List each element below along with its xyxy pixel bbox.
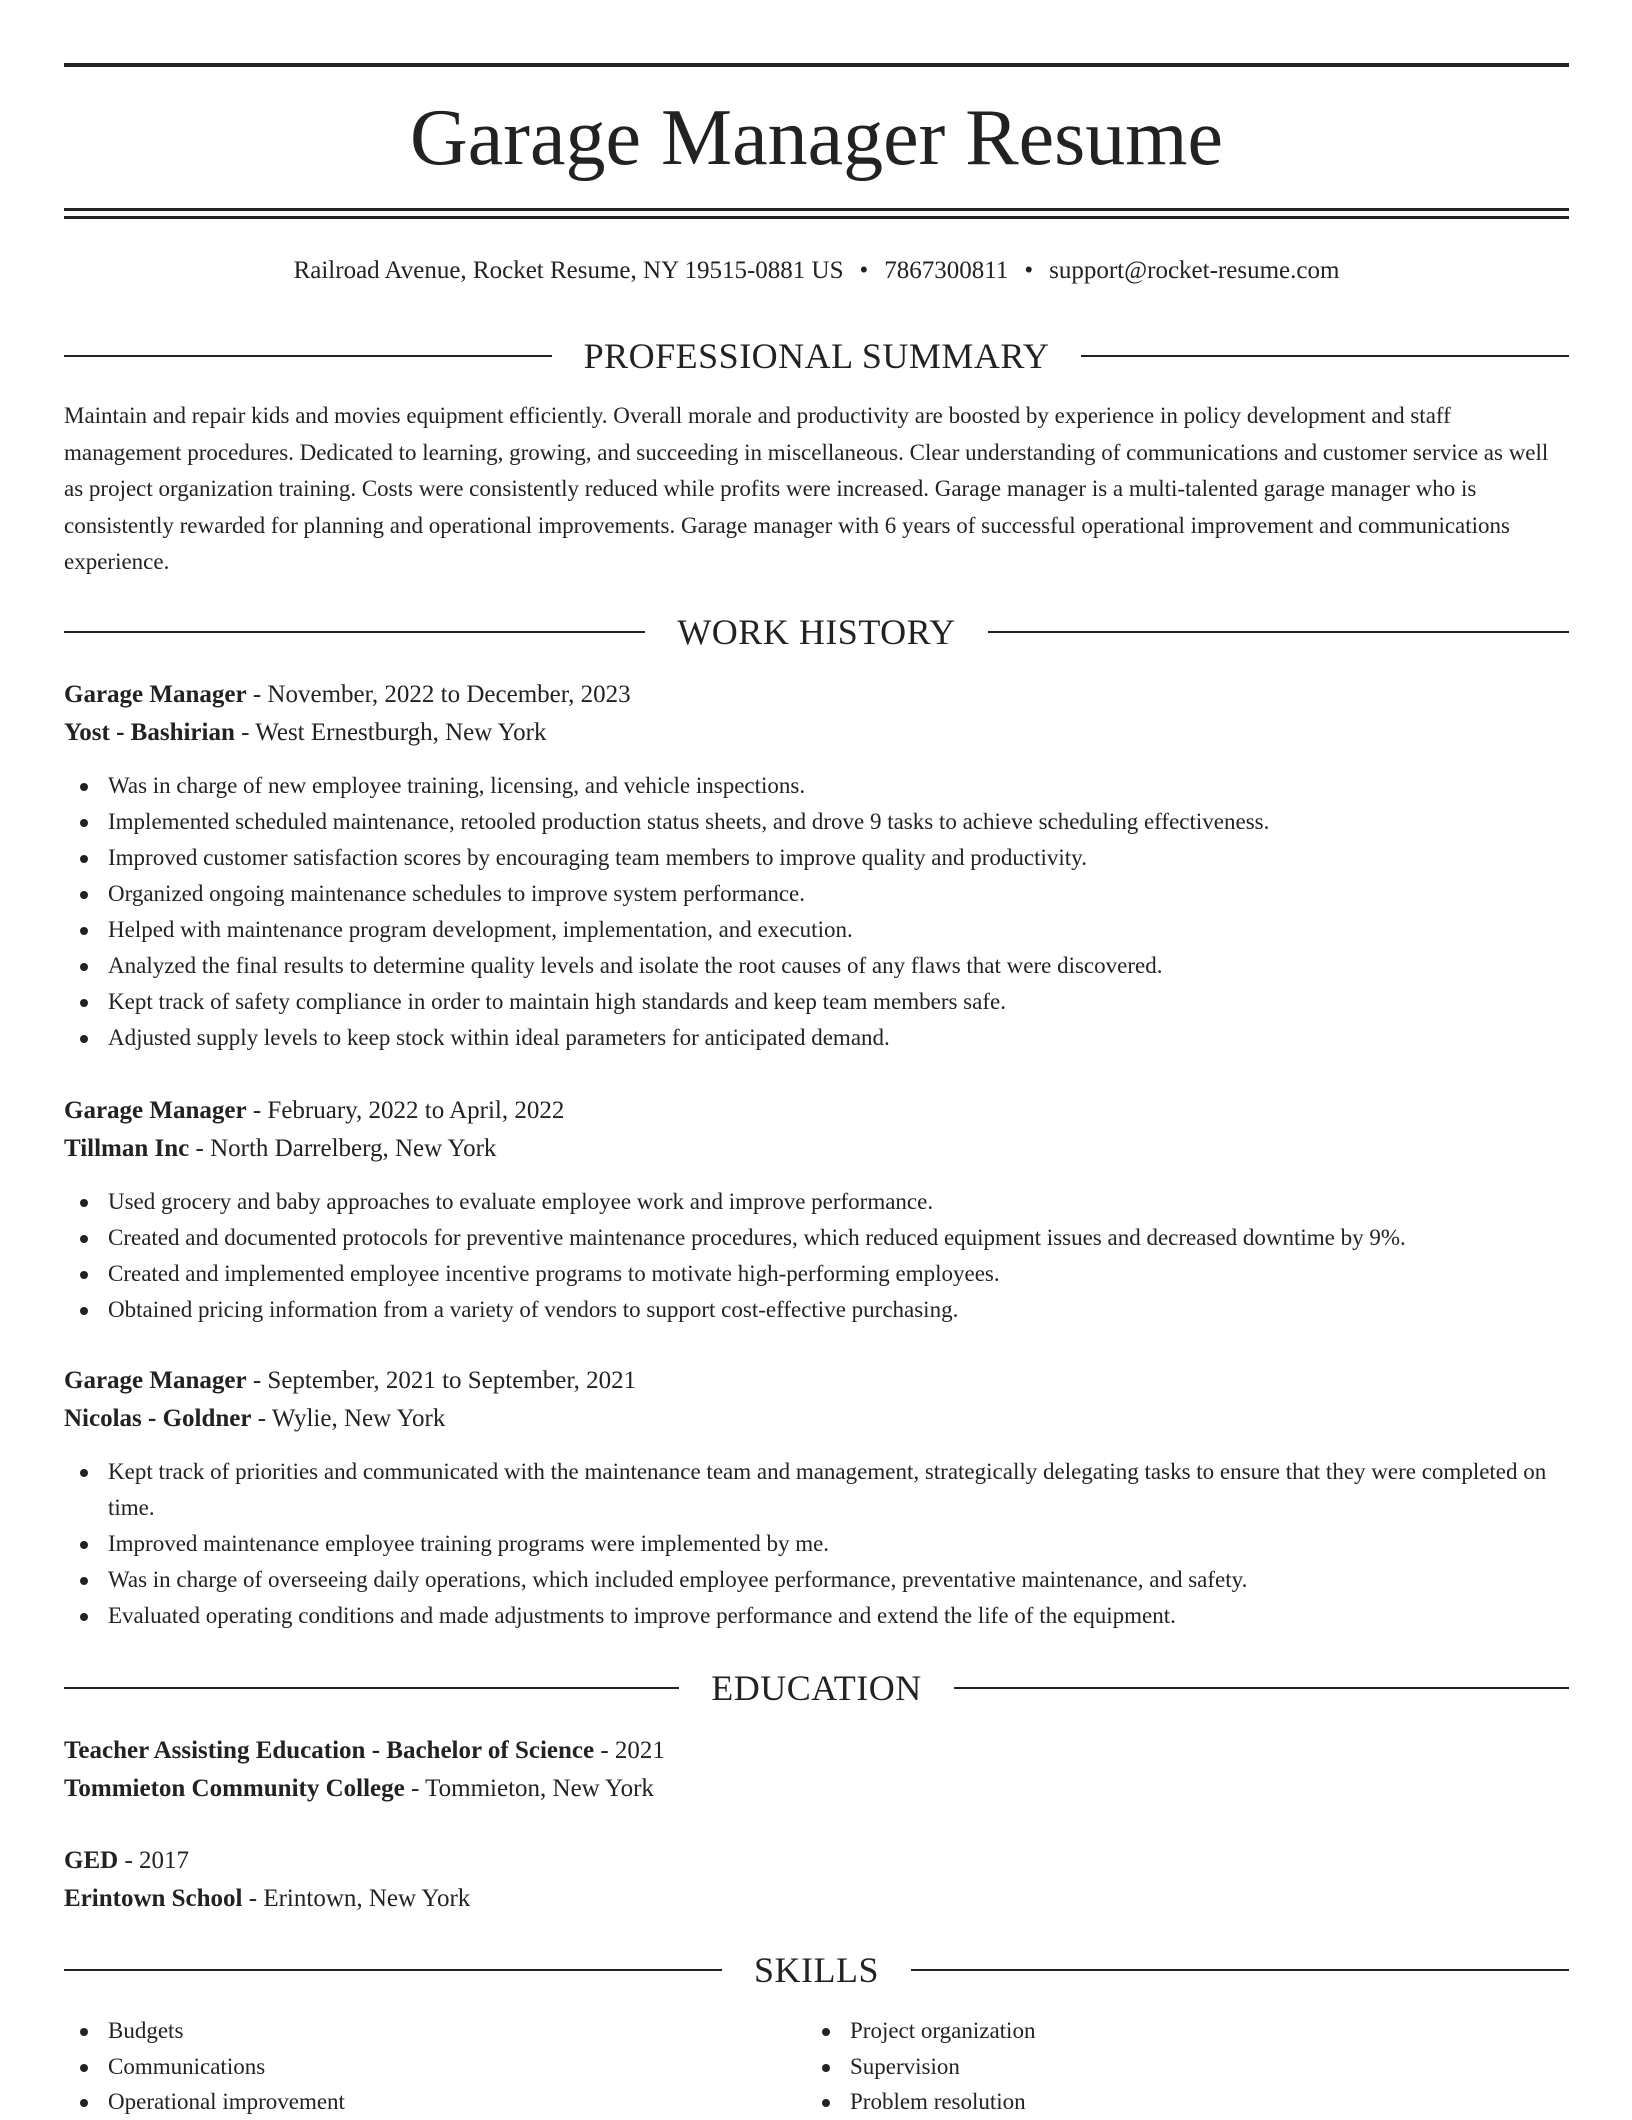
job-company: Yost - Bashirian	[64, 719, 235, 746]
job-bullet: Implemented scheduled maintenance, retooled production status sheets, and drove 9 tasks to achieve scheduling effectiveness.	[64, 804, 1569, 840]
job-bullet: Created and documented protocols for preventive maintenance procedures, which reduced equipment issues and decreased downtime by 9%.	[64, 1220, 1569, 1256]
job-title: Garage Manager	[64, 681, 247, 708]
job-entry	[64, 1362, 1569, 1634]
section-title-skills: SKILLS	[754, 1950, 880, 1990]
skill-item: Operational improvement	[64, 2084, 806, 2120]
job-bullet: Adjusted supply levels to keep stock within ideal parameters for anticipated demand.	[64, 1020, 1569, 1056]
title-double-rule-lower	[64, 216, 1569, 219]
education-school: Erintown School	[64, 1885, 243, 1912]
job-title-line	[64, 1362, 1569, 1400]
job-title: Garage Manager	[64, 1367, 247, 1394]
education-year: - 2017	[118, 1847, 190, 1874]
skills-list	[64, 2013, 1569, 2120]
job-bullet: Created and implemented employee incentive programs to motivate high-performing employees.	[64, 1256, 1569, 1292]
section-rule	[1081, 355, 1569, 357]
job-bullet: Kept track of priorities and communicated with the maintenance team and management, strategically delegating tasks to ensure that they were completed on time.	[64, 1454, 1569, 1526]
job-dates: - November, 2022 to December, 2023	[246, 681, 631, 708]
section-rule	[64, 631, 645, 633]
skill-item: Communications	[64, 2049, 806, 2085]
job-bullet: Obtained pricing information from a variety of vendors to support cost-effective purchasing.	[64, 1292, 1569, 1328]
job-bullet: Organized ongoing maintenance schedules to improve system performance.	[64, 876, 1569, 912]
job-title: Garage Manager	[64, 1097, 247, 1124]
education-entry	[64, 1732, 1569, 1808]
education-degree-line	[64, 1732, 1569, 1770]
section-header-summary	[64, 333, 1569, 379]
job-company: Tillman Inc	[64, 1135, 190, 1162]
job-bullets	[64, 1454, 1569, 1634]
top-rule	[64, 63, 1569, 67]
job-bullet: Helped with maintenance program development, implementation, and execution.	[64, 912, 1569, 948]
section-rule	[64, 1687, 679, 1689]
skill-item: Supervision	[806, 2049, 1548, 2085]
section-rule	[954, 1687, 1569, 1689]
contact-phone: 7867300811	[884, 257, 1009, 284]
skill-item: Problem resolution	[806, 2084, 1548, 2120]
job-company-line	[64, 1400, 1569, 1438]
job-dates: - February, 2022 to April, 2022	[246, 1097, 565, 1124]
section-title-work-history: WORK HISTORY	[677, 612, 956, 652]
job-bullets	[64, 1184, 1569, 1328]
section-rule	[64, 355, 552, 357]
education-school-line	[64, 1880, 1569, 1918]
job-entry	[64, 676, 1569, 1056]
job-bullet: Was in charge of overseeing daily operations, which included employee performance, preventative maintenance, and safety.	[64, 1562, 1569, 1598]
contact-email: support@rocket-resume.com	[1049, 257, 1340, 284]
education-school-line	[64, 1770, 1569, 1808]
job-company: Nicolas - Goldner	[64, 1405, 252, 1432]
job-title-line	[64, 676, 1569, 714]
job-bullet: Kept track of safety compliance in order to maintain high standards and keep team members safe.	[64, 984, 1569, 1020]
job-company-line	[64, 714, 1569, 752]
skills-column-right	[806, 2013, 1548, 2120]
summary-text: Maintain and repair kids and movies equipment efficiently. Overall morale and productivity are boosted by experience in policy development and staff management procedures. Dedicated to learning, growing, and succeeding in miscellaneous. Clear understanding of communications and customer service as well as project organization training. Costs were consistently reduced while profits were increased. Garage manager is a multi-talented garage manager who is consistently rewarded for planning and operational improvements. Garage manager with 6 years of successful operational improvement and communications experience.	[64, 403, 1549, 574]
section-header-education	[64, 1665, 1569, 1711]
title-double-rule-upper	[64, 208, 1569, 211]
education-year: - 2021	[594, 1737, 665, 1764]
job-bullet: Evaluated operating conditions and made adjustments to improve performance and extend the life of the equipment.	[64, 1598, 1569, 1634]
section-rule	[911, 1969, 1569, 1971]
education-degree: Teacher Assisting Education - Bachelor of Science	[64, 1737, 595, 1764]
education-school: Tommieton Community College	[64, 1775, 405, 1802]
job-bullet: Used grocery and baby approaches to evaluate employee work and improve performance.	[64, 1184, 1569, 1220]
skill-item: Budgets	[64, 2013, 806, 2049]
resume-title: Garage Manager Resume	[410, 94, 1223, 182]
contact-separator: •	[859, 257, 869, 284]
contact-address: Railroad Avenue, Rocket Resume, NY 19515-0881 US	[293, 257, 844, 284]
job-bullet: Improved customer satisfaction scores by encouraging team members to improve quality and productivity.	[64, 840, 1569, 876]
contact-separator: •	[1024, 257, 1034, 284]
education-degree: GED	[64, 1847, 119, 1874]
job-bullets	[64, 768, 1569, 1056]
education-location: - Erintown, New York	[242, 1885, 471, 1912]
skills-column-left	[64, 2013, 806, 2120]
contact-line	[64, 254, 1569, 288]
job-company-line	[64, 1130, 1569, 1168]
section-rule	[988, 631, 1569, 633]
skill-item: Project organization	[806, 2013, 1548, 2049]
job-title-line	[64, 1092, 1569, 1130]
job-entry	[64, 1092, 1569, 1328]
job-bullet: Was in charge of new employee training, licensing, and vehicle inspections.	[64, 768, 1569, 804]
section-header-skills	[64, 1947, 1569, 1993]
job-dates: - September, 2021 to September, 2021	[246, 1367, 637, 1394]
job-bullet: Analyzed the final results to determine quality levels and isolate the root causes of any flaws that were discovered.	[64, 948, 1569, 984]
section-rule	[64, 1969, 722, 1971]
job-location: - West Ernestburgh, New York	[234, 719, 547, 746]
section-header-work-history	[64, 609, 1569, 655]
education-degree-line	[64, 1842, 1569, 1880]
job-location: - Wylie, New York	[251, 1405, 446, 1432]
education-entry	[64, 1842, 1569, 1918]
education-location: - Tommieton, New York	[404, 1775, 654, 1802]
section-title-summary: PROFESSIONAL SUMMARY	[583, 336, 1050, 376]
job-bullet: Improved maintenance employee training programs were implemented by me.	[64, 1526, 1569, 1562]
section-title-education: EDUCATION	[711, 1668, 922, 1708]
job-location: - North Darrelberg, New York	[189, 1135, 497, 1162]
